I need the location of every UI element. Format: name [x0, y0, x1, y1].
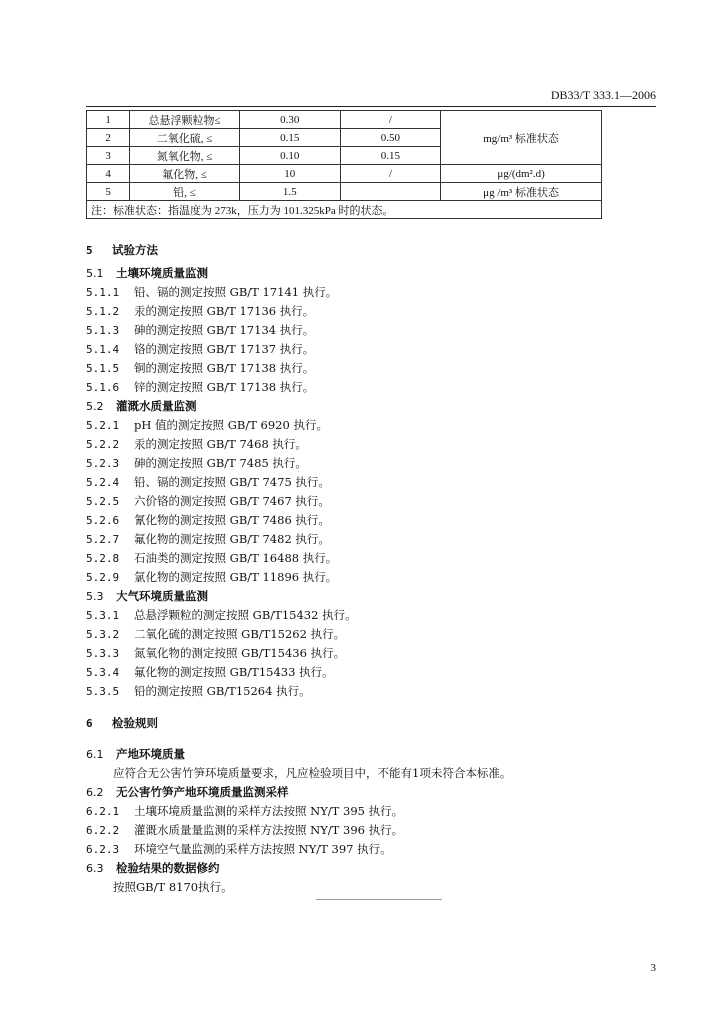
clause-line: 5.3.1 总悬浮颗粒的测定按照 GB/T15432 执行。 [86, 608, 357, 622]
subsection-heading: 5.2 灌溉水质量监测 [86, 399, 197, 413]
clause-line: 5.2.2 汞的测定按照 GB/T 7468 执行。 [86, 437, 307, 451]
subsection-heading: 5.3 大气环境质量监测 [86, 589, 208, 603]
clause-line: 6.2.2 灌溉水质量量监测的采样方法按照 NY/T 396 执行。 [86, 823, 404, 837]
header-rule [86, 106, 656, 107]
row-number: 3 [87, 147, 130, 165]
limit-value-1: 0.30 [239, 111, 340, 129]
unit-cell: μg/(dm².d) [441, 165, 602, 183]
paragraph: 应符合无公害竹笋环境质量要求，凡应检验项目中，不能有1项未符合本标准。 [113, 766, 512, 780]
row-number: 5 [87, 183, 130, 201]
page-number: 3 [650, 962, 656, 974]
clause-line: 5.1.2 汞的测定按照 GB/T 17136 执行。 [86, 304, 315, 318]
limit-value-2: / [340, 111, 441, 129]
section-heading: 5 试验方法 [86, 243, 158, 257]
clause-line: 6.2.3 环境空气量监测的采样方法按照 NY/T 397 执行。 [86, 842, 392, 856]
item-name: 氟化物, ≤ [130, 165, 240, 183]
clause-line: 5.3.2 二氧化硫的测定按照 GB/T15262 执行。 [86, 627, 346, 641]
clause-line: 5.3.4 氟化物的测定按照 GB/T15433 执行。 [86, 665, 334, 679]
limit-value-1: 0.10 [239, 147, 340, 165]
document-body [86, 236, 646, 897]
clause-line: 5.2.5 六价铬的测定按照 GB/T 7467 执行。 [86, 494, 330, 508]
clause-line: 5.2.7 氟化物的测定按照 GB/T 7482 执行。 [86, 532, 330, 546]
clause-line: 5.2.6 氰化物的测定按照 GB/T 7486 执行。 [86, 513, 330, 527]
clause-line: 5.1.3 砷的测定按照 GB/T 17134 执行。 [86, 323, 315, 337]
limit-value-2: 0.15 [340, 147, 441, 165]
table-row [87, 183, 602, 201]
end-of-text-rule [316, 899, 442, 900]
unit-cell: μg /m³ 标准状态 [441, 183, 602, 201]
limit-value-2 [340, 183, 441, 201]
item-name: 总悬浮颗粒物≤ [130, 111, 240, 129]
subsection-heading: 6.3 检验结果的数据修约 [86, 861, 220, 875]
limit-value-1: 1.5 [239, 183, 340, 201]
limits-table [86, 110, 602, 219]
clause-line: 5.1.5 铜的测定按照 GB/T 17138 执行。 [86, 361, 315, 375]
limit-value-2: / [340, 165, 441, 183]
clause-line: 5.3.3 氮氧化物的测定按照 GB/T15436 执行。 [86, 646, 346, 660]
subsection-heading: 6.2 无公害竹笋产地环境质量监测采样 [86, 785, 289, 799]
clause-line: 5.2.4 铅、镉的测定按照 GB/T 7475 执行。 [86, 475, 330, 489]
clause-line: 5.2.1 pH 值的测定按照 GB/T 6920 执行。 [86, 418, 328, 432]
clause-line: 5.2.3 砷的测定按照 GB/T 7485 执行。 [86, 456, 307, 470]
standard-code: DB33/T 333.1—2006 [550, 88, 656, 102]
item-name: 二氧化硫, ≤ [130, 129, 240, 147]
row-number: 1 [87, 111, 130, 129]
clause-line: 5.2.8 石油类的测定按照 GB/T 16488 执行。 [86, 551, 338, 565]
table-note: 注：标准状态：指温度为 273k，压力为 101.325kPa 时的状态。 [87, 201, 602, 219]
limit-value-2: 0.50 [340, 129, 441, 147]
item-name: 氮氧化物, ≤ [130, 147, 240, 165]
limit-value-1: 0.15 [239, 129, 340, 147]
clause-line: 5.3.5 铅的测定按照 GB/T15264 执行。 [86, 684, 311, 698]
table-row [87, 165, 602, 183]
limit-value-1: 10 [239, 165, 340, 183]
table-note-row [87, 201, 602, 219]
subsection-heading: 5.1 土壤环境质量监测 [86, 266, 208, 280]
clause-line: 6.2.1 土壤环境质量监测的采样方法按照 NY/T 395 执行。 [86, 804, 404, 818]
subsection-heading: 6.1 产地环境质量 [86, 747, 185, 761]
paragraph: 按照GB/T 8170执行。 [113, 880, 233, 894]
clause-line: 5.1.6 锌的测定按照 GB/T 17138 执行。 [86, 380, 315, 394]
clause-line: 5.1.1 铅、镉的测定按照 GB/T 17141 执行。 [86, 285, 338, 299]
item-name: 铅, ≤ [130, 183, 240, 201]
section-heading: 6 检验规则 [86, 716, 158, 730]
unit-cell: mg/m³ 标准状态 [441, 111, 602, 165]
table-row [87, 111, 602, 129]
clause-line: 5.2.9 氯化物的测定按照 GB/T 11896 执行。 [86, 570, 338, 584]
clause-line: 5.1.4 铬的测定按照 GB/T 17137 执行。 [86, 342, 315, 356]
row-number: 4 [87, 165, 130, 183]
row-number: 2 [87, 129, 130, 147]
